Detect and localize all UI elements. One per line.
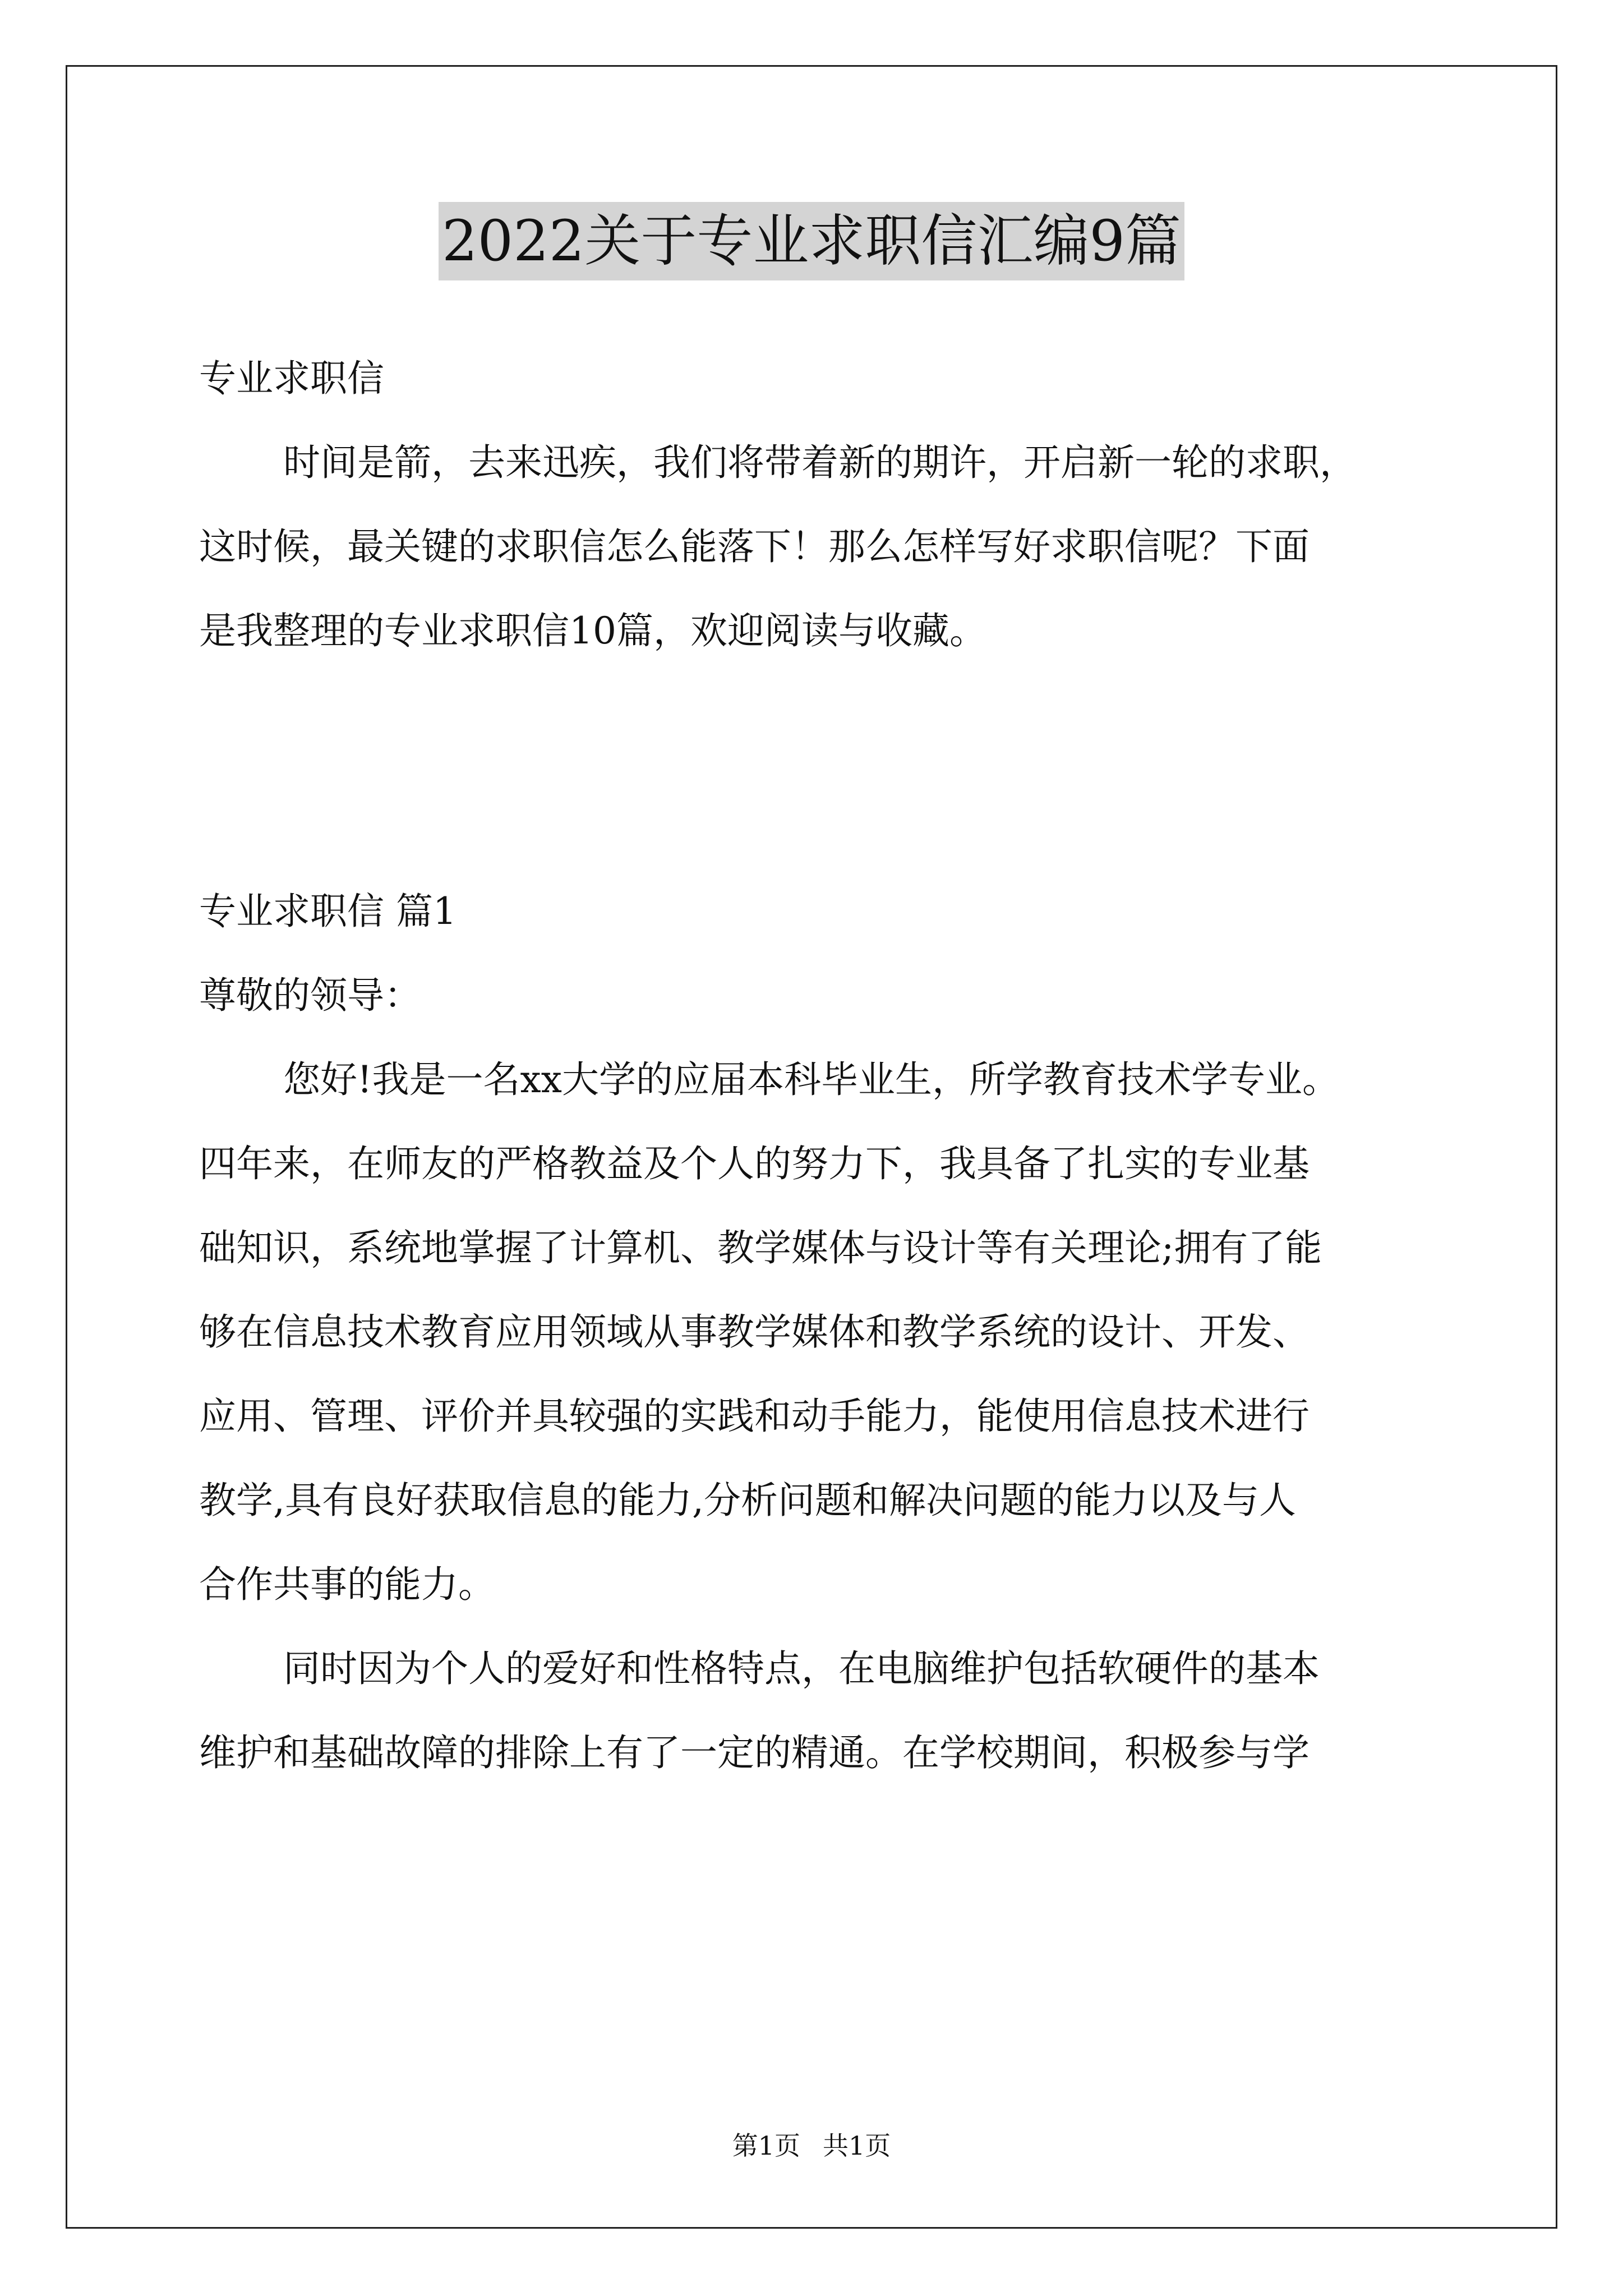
- page-footer: [0, 2129, 1623, 2162]
- intro-heading: 专业求职信: [199, 357, 384, 400]
- intro-line-3: 是我整理的专业求职信10篇，欢迎阅读与收藏。: [199, 609, 986, 652]
- paragraph2-line-2: 维护和基础故障的排除上有了一定的精通。在学校期间，积极参与学: [199, 1731, 1310, 1774]
- letter-block: [199, 869, 1433, 1795]
- page-total: 共1页: [823, 2131, 891, 2161]
- salutation: 尊敬的领导：: [199, 974, 421, 1017]
- paragraph1-line-1: 您好!我是一名xx大学的应届本科毕业生，所学教育技术学专业。: [283, 1058, 1339, 1101]
- paragraph1-line-3: 础知识，系统地掌握了计算机、教学媒体与设计等有关理论;拥有了能: [199, 1226, 1322, 1269]
- page-number: 第1页: [732, 2131, 800, 2161]
- paragraph1-line-7: 合作共事的能力。: [199, 1563, 495, 1606]
- paragraph1-line-4: 够在信息技术教育应用领域从事教学媒体和教学系统的设计、开发、: [199, 1310, 1310, 1354]
- intro-block: [199, 337, 1433, 673]
- document-title-text: 2022关于专业求职信汇编9篇: [439, 202, 1184, 280]
- document-title: [0, 202, 1623, 280]
- paragraph1-line-5: 应用、管理、评价并具较强的实践和动手能力，能使用信息技术进行: [199, 1395, 1310, 1438]
- intro-line-2: 这时候，最关键的求职信怎么能落下！那么怎样写好求职信呢？下面: [199, 525, 1310, 568]
- section-heading: 专业求职信 篇1: [199, 890, 457, 933]
- paragraph1-line-2: 四年来，在师友的严格教益及个人的努力下，我具备了扎实的专业基: [199, 1142, 1310, 1185]
- intro-line-1: 时间是箭，去来迅疾，我们将带着新的期许，开启新一轮的求职，: [283, 441, 1357, 484]
- paragraph2-line-1: 同时因为个人的爱好和性格特点，在电脑维护包括软硬件的基本: [283, 1647, 1320, 1690]
- paragraph1-line-6: 教学,具有良好获取信息的能力,分析问题和解决问题的能力以及与人: [199, 1479, 1296, 1522]
